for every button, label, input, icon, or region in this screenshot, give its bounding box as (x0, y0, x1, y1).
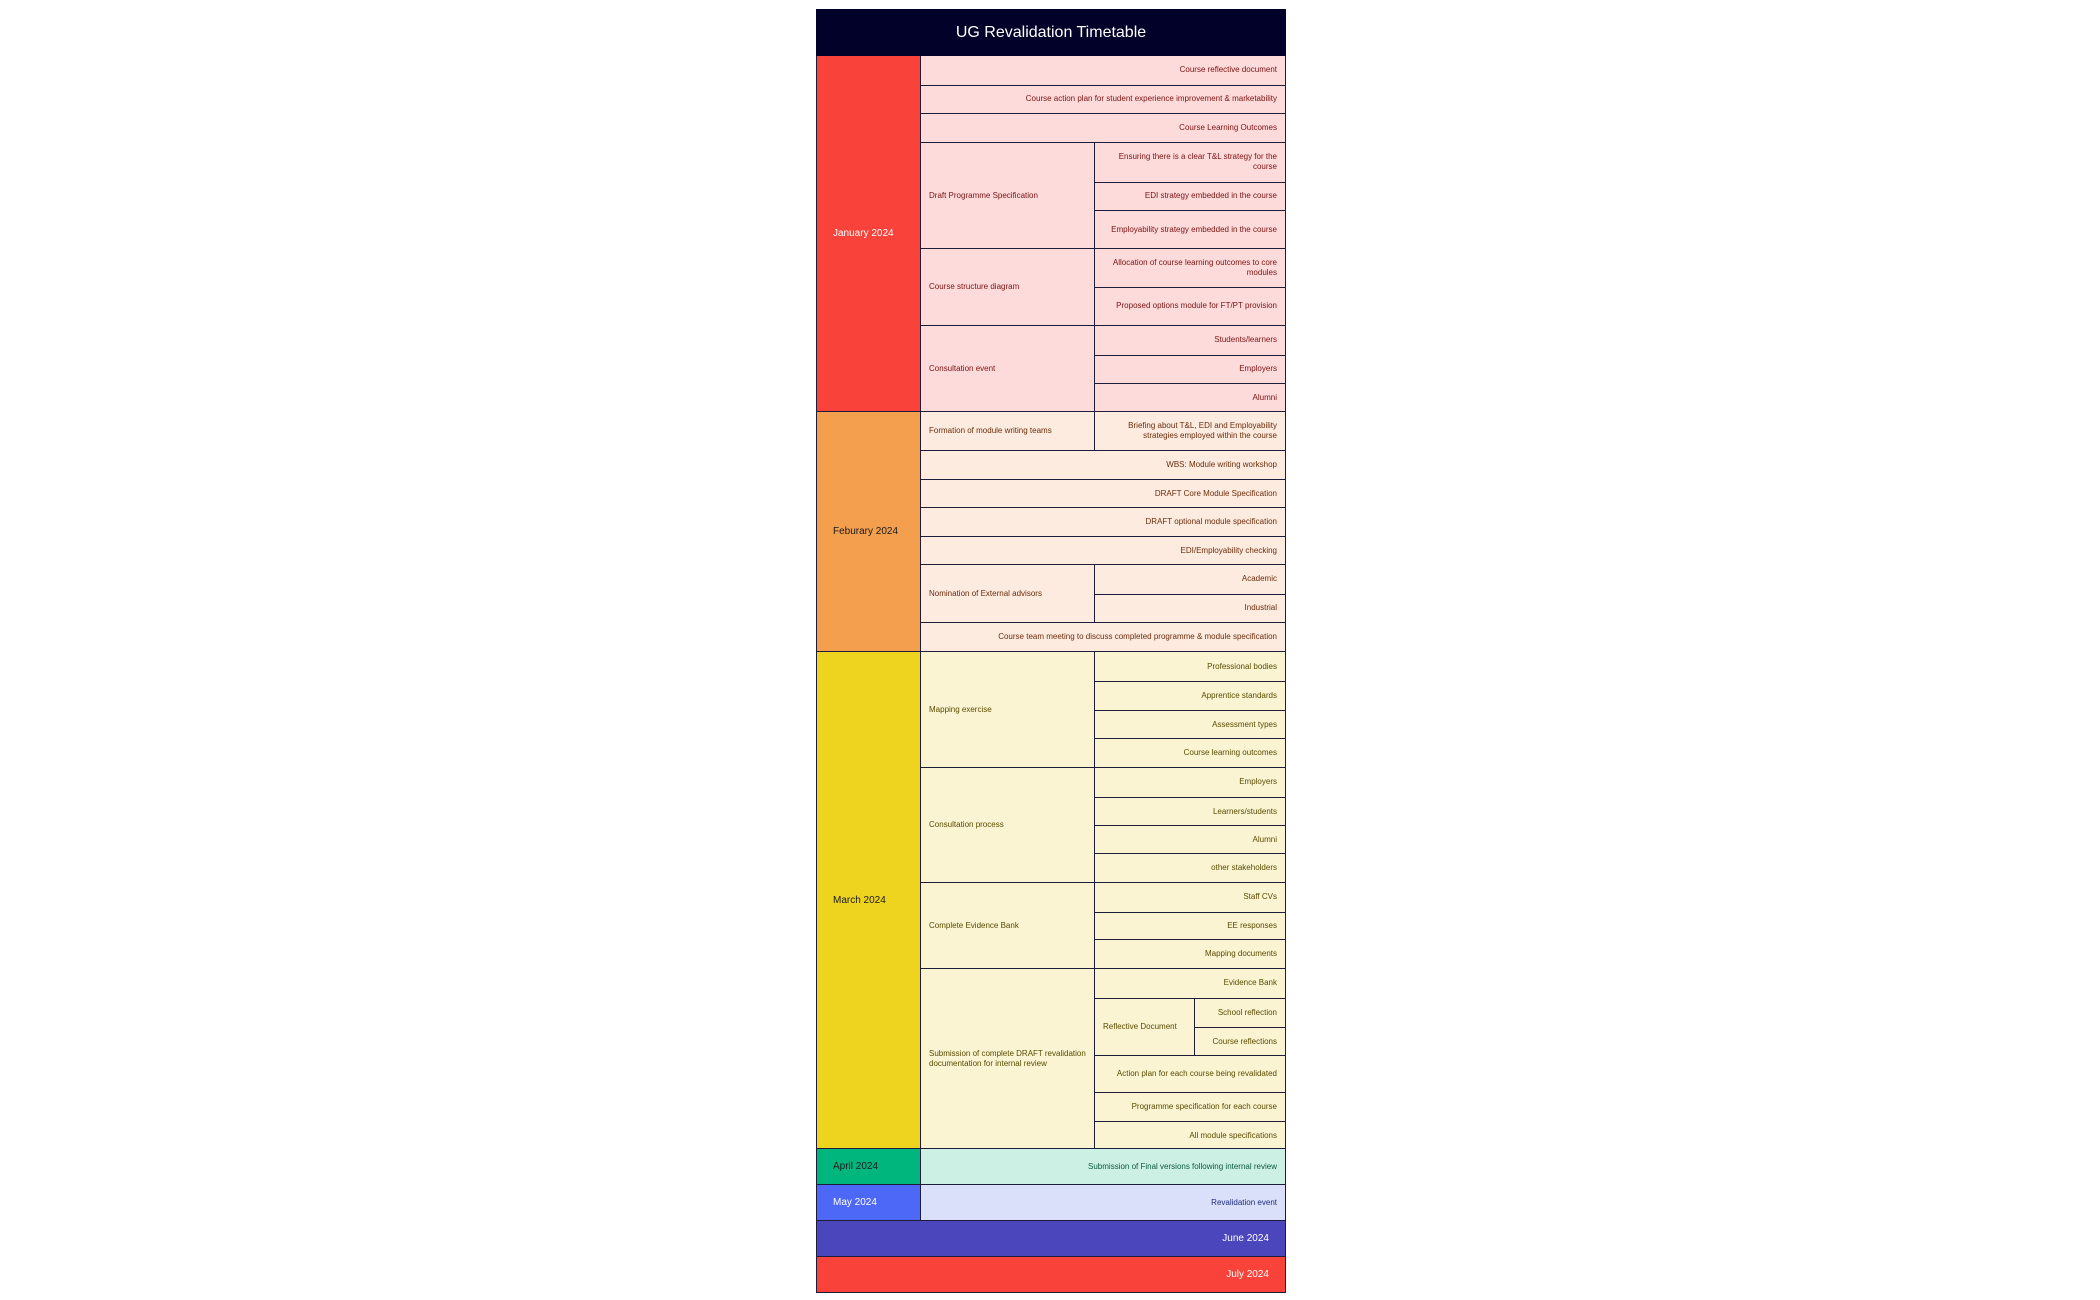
section-february (816, 412, 1286, 652)
subtask-item: Academic (1241, 574, 1277, 584)
month-label-march: March 2024 (817, 652, 921, 1148)
diagram-title: UG Revalidation Timetable (816, 9, 1286, 56)
subtask-item: Mapping documents (1204, 949, 1277, 959)
section-march (816, 652, 1286, 1149)
subtask-item: All module specifications (1189, 1130, 1277, 1140)
task-group-label: Course structure diagram (921, 249, 1095, 325)
task-item: Course team meeting to discuss completed programme & module specification (998, 632, 1277, 642)
month-label-february: Feburary 2024 (817, 412, 921, 651)
task-item: WBS: Module writing workshop (1166, 459, 1277, 469)
task-group-label: Mapping exercise (921, 652, 1095, 767)
subtask-item: Course learning outcomes (1183, 748, 1277, 757)
subtask-item: Alumni (1252, 834, 1277, 844)
section-january (816, 56, 1286, 412)
month-label-january: January 2024 (817, 56, 921, 411)
subtask-item: Proposed options module for FT/PT provision (1116, 301, 1277, 311)
task-item: Course action plan for student experience improvement & marketability (1025, 94, 1277, 104)
task-group-label: Submission of complete DRAFT revalidation documentation for internal review (921, 969, 1095, 1149)
task-group-label: Consultation event (921, 326, 1095, 411)
task-group-label: Formation of module writing teams (921, 412, 1095, 450)
subtask-item: Industrial (1244, 603, 1277, 613)
task-item: DRAFT optional module specification (1145, 517, 1277, 527)
subtask-item: Students/learners (1214, 335, 1277, 345)
task-group-label: Nomination of External advisors (921, 565, 1095, 622)
section-may (816, 1185, 1286, 1221)
task-item: DRAFT Core Module Specification (1154, 488, 1277, 498)
subtask-item: Course reflections (1212, 1036, 1277, 1046)
task-group-label: Complete Evidence Bank (921, 883, 1095, 968)
section-april (816, 1149, 1286, 1185)
subtask-item: School reflection (1217, 1008, 1277, 1017)
month-label-april: April 2024 (817, 1149, 921, 1184)
task-item: Submission of Final versions following internal review (1088, 1161, 1277, 1171)
task-item: EDI/Employability checking (1180, 545, 1277, 555)
subtask-group-label: Reflective Document (1095, 999, 1195, 1055)
month-banner-june: June 2024 (816, 1221, 1286, 1257)
month-banner-july: July 2024 (816, 1257, 1286, 1293)
subtask-item: Employers (1239, 777, 1277, 787)
subtask-item: Programme specification for each course (1131, 1102, 1277, 1112)
task-item: Course Learning Outcomes (1179, 123, 1277, 133)
subtask-item: Professional bodies (1207, 661, 1277, 671)
task-group-label: Draft Programme Specification (921, 143, 1095, 248)
subtask-item: Ensuring there is a clear T&L strategy for the course (1118, 152, 1277, 172)
subtask-item: Briefing about T&L, EDI and Employability strategies employed within the course (1128, 420, 1277, 440)
subtask-item: Employability strategy embedded in the course (1111, 224, 1277, 234)
subtask-item: Apprentice standards (1201, 691, 1277, 700)
subtask-item: Staff CVs (1243, 892, 1277, 902)
subtask-item: other stakeholders (1211, 863, 1277, 873)
timetable-diagram (816, 9, 1286, 1293)
subtask-item: Evidence Bank (1223, 978, 1277, 988)
subtask-item: Alumni (1252, 392, 1277, 402)
task-group-label: Consultation process (921, 768, 1095, 882)
subtask-item: Assessment types (1212, 719, 1277, 729)
month-label-may: May 2024 (817, 1185, 921, 1220)
subtask-item: EE responses (1227, 920, 1277, 930)
subtask-item: EDI strategy embedded in the course (1144, 191, 1277, 201)
subtask-item: Allocation of course learning outcomes to core modules (1112, 257, 1277, 277)
subtask-item: Employers (1239, 364, 1277, 374)
task-item: Course reflective document (1179, 65, 1277, 75)
subtask-item: Learners/students (1212, 806, 1277, 816)
subtask-item: Action plan for each course being revalidated (1116, 1069, 1277, 1079)
task-item: Revalidation event (1211, 1197, 1277, 1207)
